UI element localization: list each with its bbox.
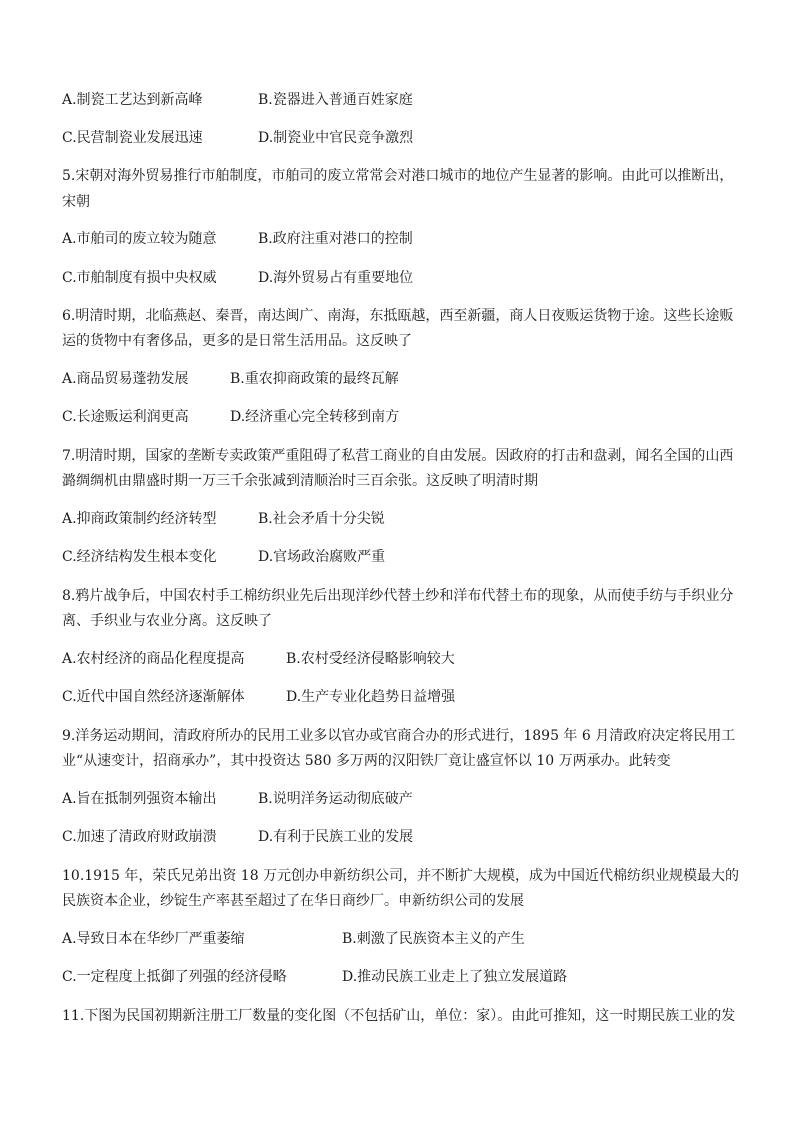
q11-stem-line-1: 11.下图为民国初期新注册工厂数量的变化图（不包括矿山，单位：家）。由此可推知，这一时期民族工业的发 [62, 1008, 736, 1024]
q4-option-d: D.制瓷业中官民竞争激烈 [258, 130, 414, 146]
q9-stem-line-2: 业“从速变计，招商承办”，其中投资达 580 多万两的汉阳铁厂竟让盛宣怀以 10 万两承办。此转变 [62, 753, 671, 769]
q9-option-b: B.说明洋务运动彻底破产 [258, 791, 413, 807]
q6-stem-line-2: 运的货物中有奢侈品，更多的是日常生活用品。这反映了 [62, 333, 412, 349]
q7-stem-line-1: 7.明清时期，国家的垄断专卖政策严重阻碍了私营工商业的自由发展。因政府的打击和盘剥，闻名全国的山西 [62, 448, 734, 464]
q7-option-c: C.经济结构发生根本变化 [62, 549, 217, 565]
q10-option-c: C.一定程度上抵御了列强的经济侵略 [62, 969, 287, 985]
q9-option-c: C.加速了清政府财政崩溃 [62, 829, 217, 845]
q7-stem-line-2: 潞绸绸机由鼎盛时期一万三千余张减到清顺治时三百余张。这反映了明清时期 [62, 473, 538, 489]
q6-option-d: D.经济重心完全转移到南方 [230, 409, 400, 425]
q5-option-d: D.海外贸易占有重要地位 [258, 270, 414, 286]
q5-option-c: C.市舶制度有损中央权威 [62, 270, 217, 286]
q9-option-d: D.有利于民族工业的发展 [258, 829, 414, 845]
q6-option-c: C.长途贩运利润更高 [62, 409, 189, 425]
q8-stem-line-1: 8.鸦片战争后，中国农村手工棉纺织业先后出现洋纱代替土纱和洋布代替土布的现象，从而使手纺与手织业分 [62, 588, 734, 604]
q9-stem-line-1: 9.洋务运动期间，清政府所办的民用工业多以官办或官商合办的形式进行，1895 年 6 月清政府决定将民用工 [62, 728, 736, 744]
q7-option-d: D.官场政治腐败严重 [258, 549, 386, 565]
q10-option-a: A.导致日本在华纱厂严重萎缩 [62, 931, 245, 947]
q7-option-b: B.社会矛盾十分尖锐 [258, 511, 385, 527]
q8-option-b: B.农村受经济侵略影响较大 [286, 651, 455, 667]
q5-option-a: A.市舶司的废立较为随意 [62, 231, 217, 247]
q6-stem-line-1: 6.明清时期，北临燕赵、秦晋，南达闽广、南海，东抵瓯越，西至新疆，商人日夜贩运货物于途。这些长途贩 [62, 308, 734, 324]
q5-stem-line-1: 5.宋朝对海外贸易推行市舶制度，市舶司的废立常常会对港口城市的地位产生显著的影响。由此可以推断出， [62, 168, 734, 184]
q10-option-b: B.刺激了民族资本主义的产生 [342, 931, 525, 947]
q10-stem-line-2: 民族资本企业，纱锭生产率甚至超过了在华日商纱厂。申新纺织公司的发展 [62, 893, 524, 909]
q8-option-d: D.生产专业化趋势日益增强 [286, 689, 456, 705]
q10-stem-line-1: 10.1915 年，荣氏兄弟出资 18 万元创办申新纺织公司，并不断扩大规模，成为中国近代棉纺织业规模最大的 [62, 868, 740, 884]
q6-option-b: B.重农抑商政策的最终瓦解 [230, 371, 399, 387]
q8-stem-line-2: 离、手织业与农业分离。这反映了 [62, 613, 272, 629]
q9-option-a: A.旨在抵制列强资本输出 [62, 791, 217, 807]
q4-option-b: B.瓷器进入普通百姓家庭 [258, 92, 413, 108]
q4-option-a: A.制瓷工艺达到新高峰 [62, 92, 203, 108]
q4-option-c: C.民营制瓷业发展迅速 [62, 130, 203, 146]
q8-option-a: A.农村经济的商品化程度提高 [62, 651, 245, 667]
q10-option-d: D.推动民族工业走上了独立发展道路 [342, 969, 568, 985]
q6-option-a: A.商品贸易蓬勃发展 [62, 371, 189, 387]
q8-option-c: C.近代中国自然经济逐渐解体 [62, 689, 245, 705]
q7-option-a: A.抑商政策制约经济转型 [62, 511, 217, 527]
q5-option-b: B.政府注重对港口的控制 [258, 231, 413, 247]
q5-stem-line-2: 宋朝 [62, 194, 90, 210]
